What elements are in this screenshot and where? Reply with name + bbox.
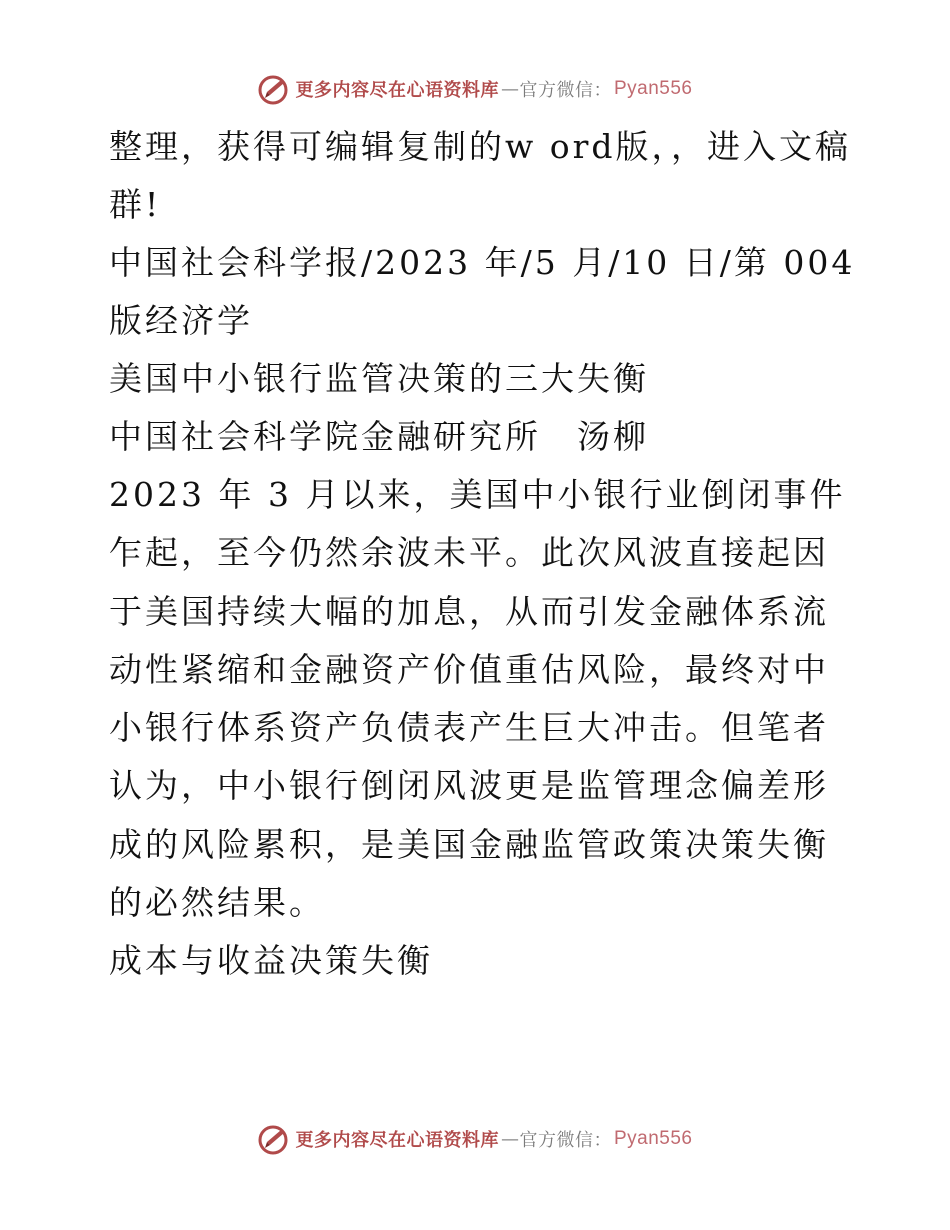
source-line: 中国社会科学报/2023 年/5 月/10 日/第 004 版经济学 [109, 243, 856, 340]
watermark-text: 更多内容尽在心语资料库 [295, 80, 499, 101]
watermark-wechat-id: Pyan556 [613, 1128, 693, 1149]
header-watermark [0, 72, 950, 106]
article-author: 中国社会科学院金融研究所 汤柳 [109, 417, 649, 456]
pen-logo-icon [257, 72, 291, 106]
body-paragraph: 2023 年 3 月以来，美国中小银行业倒闭事件乍起，至今仍然余波未平。此次风波直接起因于美国持续大幅的加息，从而引发金融体系流动性紧缩和金融资产价值重估风险，最终对中小银行体系资产负债表产生巨大冲击。但笔者认为，中小银行倒闭风波更是监管理念偏差形成的风险累积，是美国金融监管政策决策失衡的必然结果。 [109, 475, 846, 923]
footer-watermark [0, 1122, 950, 1156]
intro-paragraph: 整理，获得可编辑复制的w ord版，，进入文稿群! [109, 127, 852, 224]
watermark-text: 更多内容尽在心语资料库 [295, 1130, 499, 1151]
watermark-wechat-id: Pyan556 [613, 78, 693, 99]
watermark-wechat-label: 官方微信： [519, 80, 612, 101]
watermark-separator: — [500, 78, 520, 100]
section-heading: 成本与收益决策失衡 [109, 941, 433, 981]
watermark-separator: — [500, 1128, 520, 1150]
watermark-wechat-label: 官方微信： [519, 1130, 612, 1151]
article-title: 美国中小银行监管决策的三大失衡 [109, 359, 649, 398]
document-body [98, 118, 858, 990]
pen-logo-icon [257, 1122, 291, 1156]
